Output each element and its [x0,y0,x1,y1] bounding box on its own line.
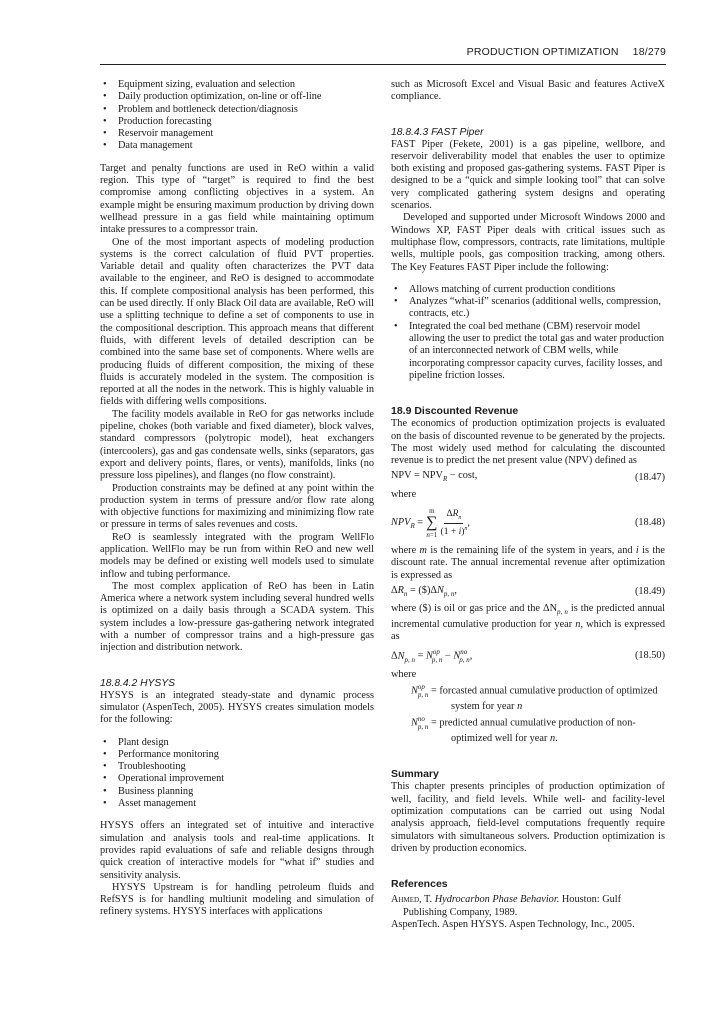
equation-number: (18.50) [634,649,665,661]
section-heading-fast-piper: 18.8.4.3 FAST Piper [391,126,484,138]
equation-18-47: NPV = $NPV_R - \cos t$, (18.47) [391,470,665,484]
paragraph: ReO is seamlessly integrated with the program WellFlo application. WellFlo may be run from within ReO and new well models may be defined or existing well models used to simulate inflow and tubing performance. [100,531,374,580]
paragraph: Production constraints may be defined at any point within the production system in terms of pressure and/or flow rate along with objective functions for maximizing and minimizing flow rate or pressure in terms of sales revenues and costs. [100,482,374,531]
section-heading-summary: Summary [391,768,439,781]
list-item: • Asset management [100,798,374,810]
paragraph: The facility models available in ReO for gas networks include pipeline, chokes (both variable and fixed diameter), block valves, standard compressors (polytropic model), heat exchangers (intercoolers), gas and gas condensate wells, sinks (separators, gas export and delivery points, flares, or vents), manifolds, links (no pressure loss pipelines), and flanges (no flow constraint). [100,408,374,482]
paragraph: One of the most important aspects of modeling production systems is the correct calculation of fluid PVT properties. Variable detail and quality often characterizes the PVT data available to the engineer, and ReO is designed to accommodate this. If complete compositional analysis has been performed, this can be used directly. If only Black Oil data are available, ReO will use a splitting technique to define a set of components to use in the compositional description. This approach means that different fluids, with different levels of detailed description can be combined into the same base set of components. Where wells are producing fluids of different composition, the mixing of these fluids is accurately modeled in the system. The composition is reported at all the nodes in the network. This is highly valuable in fields with differing wells compositions. [100,236,374,408]
paragraph: The most complex application of ReO has been in Latin America where a network system including several hundred wells is optimized on a daily basis through a SCADA system. This system includes a low-pressure gas-gathering network integrated with a number of compressor trains and a high-pressure gas injection and distribution network. [100,580,374,654]
list-item: • Business planning [100,786,374,798]
application-list [100,79,374,153]
equation-number: (18.48) [634,516,665,528]
header-section: PRODUCTION OPTIMIZATION [466,46,619,58]
header-page-number: 18/279 [632,46,666,58]
paragraph: HYSYS offers an integrated set of intuitive and interactive simulation and analysis tools and real-time applications. It provides rapid evaluations of safe and reliable designs through quick creation of interactive models for “what if” studies and sensitivity analysis. [100,820,374,881]
paragraph: where m is the remaining life of the system in years, and i is the discount rate. The annual incremental revenue after optimization is expressed as [391,545,665,581]
reference-entry: AspenTech. Aspen HYSYS. Aspen Technology, Inc., 2005. [391,918,635,930]
list-item: • Integrated the coal bed methane (CBM) reservoir model allowing the user to predict the total gas and water production of an interconnected network of CBM wells, while incorporating compressor capacity curves, facility losses, and pipeline friction losses. [391,321,665,382]
section-heading-references: References [391,878,448,891]
definition-n-no: $N^{no}_{p, n}$ = predicted annual cumulative production of non-optimized well for year n. [411,715,636,745]
paragraph: The economics of production optimization projects is evaluated on the basis of discounted revenue to be generated by the projects. The most widely used method for calculating the discounted revenue is to predict the net present value (NPV) defined as [391,418,665,467]
running-header [100,46,666,65]
list-item: • Problem and bottleneck detection/diagnosis [100,104,374,116]
section-heading-discounted-revenue: 18.9 Discounted Revenue [391,405,519,418]
definition-n-op: $N^{op}_{p, n}$ = forcasted annual cumulative production of optimized system for year n [411,683,658,713]
hysys-uses-list [100,737,374,811]
equation-number: (18.49) [634,586,665,598]
reference-entry: Ahmed, T. Hydrocarbon Phase Behavior. Houston: Gulf Publishing Company, 1989. [391,894,622,918]
paragraph: HYSYS Upstream is for handling petroleum fluids and RefSYS is for handling multiunit modeling and simulation of refinery systems. HYSYS interfaces with applications [100,881,374,918]
section-heading-hysys: 18.8.4.2 HYSYS [100,677,175,689]
equation-18-48: $NPV_R$ = m ∑ n=1 $\frac{\Delta R_n}{(1 + i)^n}$ , (18.48) [391,507,665,540]
list-item: • Production forecasting [100,116,374,128]
list-item: • Reservoir management [100,128,374,140]
list-item: • Allows matching of current production conditions [391,284,665,296]
paragraph: such as Microsoft Excel and Visual Basic and features ActiveX compliance. [391,79,665,103]
where-label: where [391,488,417,500]
paragraph: Target and penalty functions are used in ReO within a valid region. This type of “target” is required to find the best compromise among conflicting objectives in a system. An example might be ensuring maximum production by driving down wellhead pressure in a gas field while maintaining optimum intake pressures to a compressor train. [100,162,374,236]
list-item: • Troubleshooting [100,761,374,773]
equation-18-50: $\Delta N_{p, n} = N^{op}_{p, n} - N^{no}_{p, n}$, (18.50) [391,648,665,664]
reference-list [391,894,665,931]
list-item: • Equipment sizing, evaluation and selection [100,79,374,91]
paragraph: HYSYS is an integrated steady-state and dynamic process simulator (AspenTech, 2005). HYSYS creates simulation models for the following: [100,689,374,726]
key-features-list [391,284,665,382]
list-item: • Daily production optimization, on-line or off-line [100,91,374,103]
paragraph: Developed and supported under Microsoft Windows 2000 and Windows XP, FAST Piper deals with critical issues such as multiphase flow, compressors, contracts, rate limitations, multiple wells, multiple pools, gas composition tracking, among others. The Key Features FAST Piper include the following: [391,212,665,273]
list-item: • Performance monitoring [100,749,374,761]
paragraph: This chapter presents principles of production optimization of well, facility, and field levels. While well- and facility-level optimization computations can be carried out using Nodal analysis approach, field-level computations frequently require simulators with simultaneous solvers. Production optimization is driven by production economics. [391,781,665,854]
paragraph: where ($) is oil or gas price and the $\Delta N_{p, n}$ is the predicted annual incremental cumulative production for year n, which is expressed as [391,603,666,642]
list-item: • Plant design [100,737,374,749]
list-item: • Data management [100,140,374,152]
list-item: • Operational improvement [100,773,374,785]
paragraph: FAST Piper (Fekete, 2001) is a gas pipeline, wellbore, and reservoir deliverability model that enables the user to optimize both existing and proposed gas-gathering systems. FAST Piper is designed to be a “quick and simple looking tool” that can solve very complicated gathering system designs and operating scenarios. [391,138,665,212]
list-item: • Analyzes “what-if” scenarios (additional wells, compression, contracts, etc.) [391,296,665,321]
right-column [391,79,665,931]
equation-18-49: $\Delta R_n$ = $(\$)\Delta N_{p, n}$, (18.49) [391,584,665,598]
variable-definitions [411,681,665,745]
equation-number: (18.47) [634,471,665,483]
left-column [100,79,374,919]
where-label: where [391,669,417,680]
